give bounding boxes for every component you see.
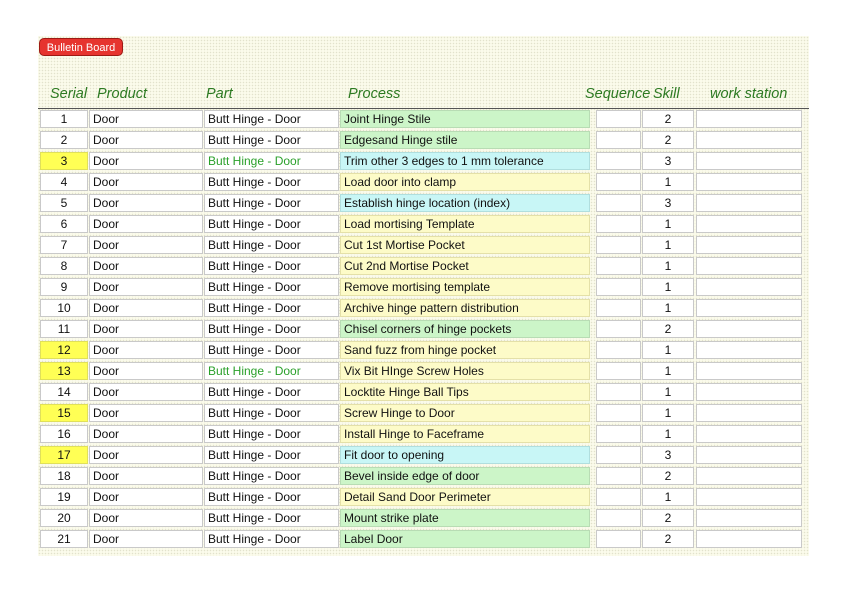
work-station-cell[interactable] [696, 215, 802, 233]
process-cell[interactable]: Edgesand Hinge stile [340, 131, 590, 149]
skill-cell[interactable]: 3 [642, 152, 694, 170]
process-cell[interactable]: Archive hinge pattern distribution [340, 299, 590, 317]
table-row [0, 382, 847, 403]
serial-cell[interactable]: 13 [40, 362, 88, 380]
process-cell[interactable]: Screw Hinge to Door [340, 404, 590, 422]
product-cell[interactable]: Door [89, 131, 203, 149]
product-cell[interactable]: Door [89, 467, 203, 485]
part-cell[interactable]: Butt Hinge - Door [204, 362, 339, 380]
skill-cell[interactable]: 1 [642, 404, 694, 422]
product-cell[interactable]: Door [89, 530, 203, 548]
header-work-station: work station [710, 86, 788, 102]
sequence-cell[interactable] [596, 215, 641, 233]
process-cell[interactable]: Install Hinge to Faceframe [340, 425, 590, 443]
skill-cell[interactable]: 1 [642, 299, 694, 317]
sequence-cell[interactable] [596, 404, 641, 422]
sequence-cell[interactable] [596, 488, 641, 506]
product-cell[interactable]: Door [89, 236, 203, 254]
serial-cell[interactable]: 10 [40, 299, 88, 317]
header-product: Product [97, 86, 147, 102]
serial-cell[interactable]: 17 [40, 446, 88, 464]
part-cell[interactable]: Butt Hinge - Door [204, 110, 339, 128]
part-cell[interactable]: Butt Hinge - Door [204, 194, 339, 212]
serial-cell[interactable]: 12 [40, 341, 88, 359]
sequence-cell[interactable] [596, 425, 641, 443]
work-station-cell[interactable] [696, 425, 802, 443]
part-cell[interactable]: Butt Hinge - Door [204, 299, 339, 317]
product-cell[interactable]: Door [89, 173, 203, 191]
skill-cell[interactable]: 1 [642, 383, 694, 401]
process-cell[interactable]: Vix Bit HInge Screw Holes [340, 362, 590, 380]
part-cell[interactable]: Butt Hinge - Door [204, 341, 339, 359]
skill-cell[interactable]: 2 [642, 131, 694, 149]
sequence-cell[interactable] [596, 152, 641, 170]
part-cell[interactable]: Butt Hinge - Door [204, 488, 339, 506]
work-station-cell[interactable] [696, 446, 802, 464]
table-row [0, 508, 847, 529]
skill-cell[interactable]: 1 [642, 362, 694, 380]
process-cell[interactable]: Fit door to opening [340, 446, 590, 464]
skill-cell[interactable]: 1 [642, 236, 694, 254]
work-station-cell[interactable] [696, 383, 802, 401]
part-cell[interactable]: Butt Hinge - Door [204, 467, 339, 485]
table-row [0, 172, 847, 193]
work-station-cell[interactable] [696, 467, 802, 485]
sequence-cell[interactable] [596, 446, 641, 464]
serial-cell[interactable]: 1 [40, 110, 88, 128]
skill-cell[interactable]: 3 [642, 446, 694, 464]
skill-cell[interactable]: 2 [642, 530, 694, 548]
process-cell[interactable]: Load mortising Template [340, 215, 590, 233]
work-station-cell[interactable] [696, 194, 802, 212]
product-cell[interactable]: Door [89, 383, 203, 401]
work-station-cell[interactable] [696, 278, 802, 296]
serial-cell[interactable]: 21 [40, 530, 88, 548]
work-station-cell[interactable] [696, 152, 802, 170]
work-station-cell[interactable] [696, 404, 802, 422]
table-row [0, 298, 847, 319]
serial-cell[interactable]: 2 [40, 131, 88, 149]
table-row [0, 403, 847, 424]
part-cell[interactable]: Butt Hinge - Door [204, 530, 339, 548]
header-sequence: Sequence [585, 86, 651, 102]
sequence-cell[interactable] [596, 131, 641, 149]
serial-cell[interactable]: 7 [40, 236, 88, 254]
work-station-cell[interactable] [696, 110, 802, 128]
skill-cell[interactable]: 2 [642, 467, 694, 485]
table-row [0, 193, 847, 214]
sequence-cell[interactable] [596, 110, 641, 128]
product-cell[interactable]: Door [89, 257, 203, 275]
skill-cell[interactable]: 2 [642, 110, 694, 128]
work-station-cell[interactable] [696, 362, 802, 380]
process-cell[interactable]: Locktite Hinge Ball Tips [340, 383, 590, 401]
part-cell[interactable]: Butt Hinge - Door [204, 320, 339, 338]
work-station-cell[interactable] [696, 299, 802, 317]
process-cell[interactable]: Detail Sand Door Perimeter [340, 488, 590, 506]
part-cell[interactable]: Butt Hinge - Door [204, 215, 339, 233]
serial-cell[interactable]: 9 [40, 278, 88, 296]
table-row [0, 151, 847, 172]
part-cell[interactable]: Butt Hinge - Door [204, 173, 339, 191]
process-cell[interactable]: Joint Hinge Stile [340, 110, 590, 128]
product-cell[interactable]: Door [89, 488, 203, 506]
serial-cell[interactable]: 4 [40, 173, 88, 191]
work-station-cell[interactable] [696, 341, 802, 359]
product-cell[interactable]: Door [89, 425, 203, 443]
part-cell[interactable]: Butt Hinge - Door [204, 404, 339, 422]
skill-cell[interactable]: 1 [642, 257, 694, 275]
sequence-cell[interactable] [596, 467, 641, 485]
serial-cell[interactable]: 3 [40, 152, 88, 170]
part-cell[interactable]: Butt Hinge - Door [204, 425, 339, 443]
table-row [0, 340, 847, 361]
process-cell[interactable]: Cut 2nd Mortise Pocket [340, 257, 590, 275]
work-station-cell[interactable] [696, 530, 802, 548]
product-cell[interactable]: Door [89, 362, 203, 380]
sequence-cell[interactable] [596, 362, 641, 380]
table-row [0, 466, 847, 487]
product-cell[interactable]: Door [89, 110, 203, 128]
sequence-cell[interactable] [596, 236, 641, 254]
part-cell[interactable]: Butt Hinge - Door [204, 257, 339, 275]
table-row [0, 130, 847, 151]
skill-cell[interactable]: 2 [642, 509, 694, 527]
table-row [0, 256, 847, 277]
sequence-cell[interactable] [596, 278, 641, 296]
serial-cell[interactable]: 20 [40, 509, 88, 527]
process-cell[interactable]: Cut 1st Mortise Pocket [340, 236, 590, 254]
sequence-cell[interactable] [596, 341, 641, 359]
product-cell[interactable]: Door [89, 341, 203, 359]
bulletin-board-button[interactable]: Bulletin Board [39, 38, 123, 56]
process-cell[interactable]: Trim other 3 edges to 1 mm tolerance [340, 152, 590, 170]
part-cell[interactable]: Butt Hinge - Door [204, 236, 339, 254]
sequence-cell[interactable] [596, 509, 641, 527]
process-cell[interactable]: Load door into clamp [340, 173, 590, 191]
part-cell[interactable]: Butt Hinge - Door [204, 131, 339, 149]
serial-cell[interactable]: 14 [40, 383, 88, 401]
table-row [0, 424, 847, 445]
product-cell[interactable]: Door [89, 299, 203, 317]
header-process: Process [348, 86, 401, 102]
skill-cell[interactable]: 2 [642, 320, 694, 338]
skill-cell[interactable]: 3 [642, 194, 694, 212]
table-row [0, 361, 847, 382]
skill-cell[interactable]: 1 [642, 173, 694, 191]
table-row [0, 277, 847, 298]
sequence-cell[interactable] [596, 299, 641, 317]
table-row [0, 529, 847, 550]
serial-cell[interactable]: 15 [40, 404, 88, 422]
part-cell[interactable]: Butt Hinge - Door [204, 278, 339, 296]
sequence-cell[interactable] [596, 530, 641, 548]
table-row [0, 109, 847, 130]
part-cell[interactable]: Butt Hinge - Door [204, 152, 339, 170]
work-station-cell[interactable] [696, 173, 802, 191]
process-cell[interactable]: Mount strike plate [340, 509, 590, 527]
work-station-cell[interactable] [696, 131, 802, 149]
sequence-cell[interactable] [596, 194, 641, 212]
sequence-cell[interactable] [596, 173, 641, 191]
header-serial: Serial [50, 86, 88, 102]
header-skill: Skill [653, 86, 680, 102]
header-part: Part [206, 86, 233, 102]
process-cell[interactable]: Bevel inside edge of door [340, 467, 590, 485]
process-cell[interactable]: Label Door [340, 530, 590, 548]
table-row [0, 319, 847, 340]
work-station-cell[interactable] [696, 488, 802, 506]
serial-cell[interactable]: 16 [40, 425, 88, 443]
serial-cell[interactable]: 8 [40, 257, 88, 275]
product-cell[interactable]: Door [89, 278, 203, 296]
skill-cell[interactable]: 1 [642, 425, 694, 443]
skill-cell[interactable]: 1 [642, 341, 694, 359]
skill-cell[interactable]: 1 [642, 215, 694, 233]
skill-cell[interactable]: 1 [642, 278, 694, 296]
product-cell[interactable]: Door [89, 320, 203, 338]
table-row [0, 214, 847, 235]
process-cell[interactable]: Sand fuzz from hinge pocket [340, 341, 590, 359]
work-station-cell[interactable] [696, 509, 802, 527]
table-row [0, 235, 847, 256]
process-cell[interactable]: Chisel corners of hinge pockets [340, 320, 590, 338]
work-station-cell[interactable] [696, 236, 802, 254]
skill-cell[interactable]: 1 [642, 488, 694, 506]
product-cell[interactable]: Door [89, 215, 203, 233]
serial-cell[interactable]: 6 [40, 215, 88, 233]
serial-cell[interactable]: 11 [40, 320, 88, 338]
product-cell[interactable]: Door [89, 194, 203, 212]
process-cell[interactable]: Establish hinge location (index) [340, 194, 590, 212]
table-row [0, 487, 847, 508]
process-cell[interactable]: Remove mortising template [340, 278, 590, 296]
part-cell[interactable]: Butt Hinge - Door [204, 446, 339, 464]
serial-cell[interactable]: 19 [40, 488, 88, 506]
serial-cell[interactable]: 18 [40, 467, 88, 485]
work-station-cell[interactable] [696, 257, 802, 275]
sequence-cell[interactable] [596, 320, 641, 338]
product-cell[interactable]: Door [89, 446, 203, 464]
sequence-cell[interactable] [596, 257, 641, 275]
part-cell[interactable]: Butt Hinge - Door [204, 383, 339, 401]
sequence-cell[interactable] [596, 383, 641, 401]
product-cell[interactable]: Door [89, 404, 203, 422]
product-cell[interactable]: Door [89, 509, 203, 527]
serial-cell[interactable]: 5 [40, 194, 88, 212]
product-cell[interactable]: Door [89, 152, 203, 170]
work-station-cell[interactable] [696, 320, 802, 338]
part-cell[interactable]: Butt Hinge - Door [204, 509, 339, 527]
table-row [0, 445, 847, 466]
